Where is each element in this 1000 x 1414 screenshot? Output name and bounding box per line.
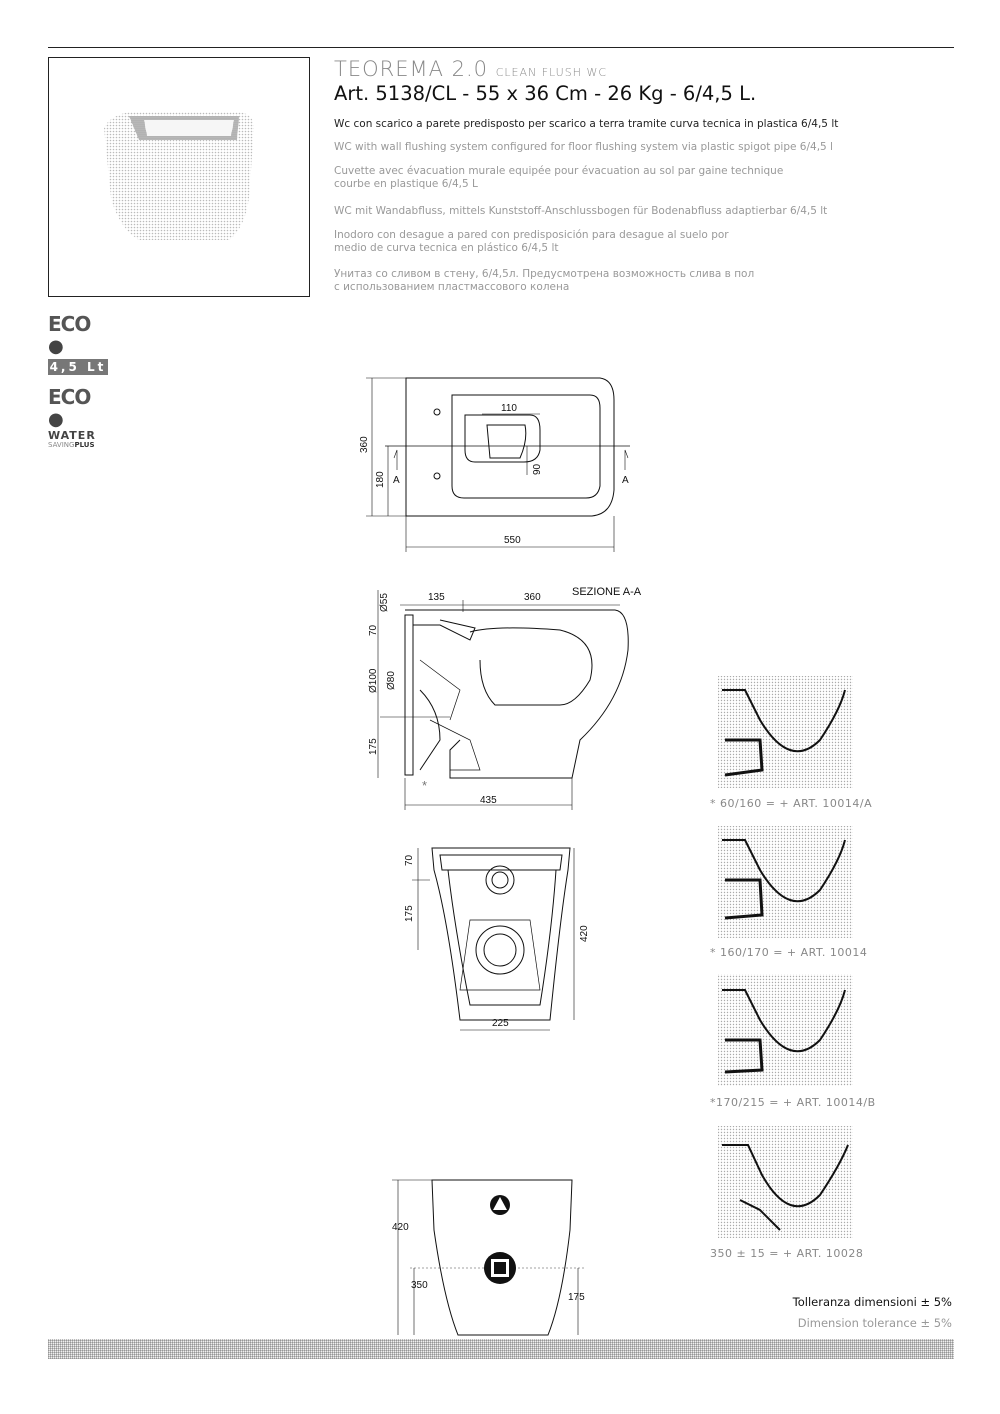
- description-de: WC mit Wandabfluss, mittels Kunststoff-Anschlussbogen für Bodenabfluss adaptierbar 6/4,5 lt: [334, 205, 828, 217]
- description-ru-1: Унитаз со сливом в стену, 6/4,5л. Предусмотрена возможность слива в пол: [334, 268, 755, 280]
- connector-thumb-2: [718, 826, 853, 938]
- eco-label-2: ECO: [48, 385, 91, 409]
- dim-70-section: 70: [368, 624, 379, 636]
- connector-caption-2: * 160/170 = + ART. 10014: [710, 946, 868, 959]
- connector-caption-3: *170/215 = + ART. 10014/B: [710, 1096, 876, 1109]
- section-arrow-right: [625, 450, 628, 470]
- connector-thumb-4: [718, 1126, 853, 1238]
- dim-100-section: Ø100: [368, 668, 379, 693]
- saving-label: SAVING: [48, 441, 75, 449]
- dim-175-rear: 175: [404, 905, 415, 922]
- dim-70-rear: 70: [404, 854, 415, 866]
- description-fr-1: Cuvette avec évacuation murale equipée pour évacuation au sol par gaine technique: [334, 165, 784, 177]
- section-inlet: [413, 620, 475, 640]
- description-fr-2: courbe en plastique 6/4,5 L: [334, 178, 478, 190]
- dim-55-section: Ø55: [379, 593, 390, 612]
- section-arrow-left: [394, 450, 397, 470]
- connector-caption-1: * 60/160 = + ART. 10014/A: [710, 797, 873, 810]
- rear-outlet-ring: [476, 926, 524, 974]
- dim-435-section: 435: [480, 795, 497, 806]
- article-line: Art. 5138/CL - 55 x 36 Cm - 26 Kg - 6/4,5 L.: [334, 82, 757, 105]
- dim-420-rear: 420: [579, 925, 590, 942]
- section-a-right: A: [622, 475, 629, 486]
- top-view-outline: [406, 378, 614, 516]
- dim-135-section: 135: [428, 592, 445, 603]
- dim-360-top: 360: [359, 436, 370, 453]
- section-outline: [405, 610, 628, 778]
- star-marker: *: [422, 778, 428, 793]
- top-view-drain: [465, 415, 540, 462]
- dim-550-top: 550: [504, 535, 521, 546]
- section-view: [378, 590, 628, 810]
- badge-4-5-lt: 4,5 Lt: [49, 360, 107, 374]
- dim-420-side: 420: [392, 1222, 409, 1233]
- dim-225-rear: 225: [492, 1018, 509, 1029]
- plus-label: PLUS: [74, 441, 95, 449]
- water-drop-icon: ●: [48, 336, 64, 357]
- product-subtitle: CLEAN FLUSH WC: [495, 66, 608, 79]
- connector-thumb-1: [718, 676, 853, 788]
- water-drop-icon-2: ●: [48, 409, 64, 430]
- description-ru-2: с использованием пластмассового колена: [334, 281, 570, 293]
- dim-90-top: 90: [532, 463, 543, 475]
- description-it: Wc con scarico a parete predisposto per scarico a terra tramite curva tecnica in plastica 6/4,5 lt: [334, 118, 839, 130]
- dim-175-section: 175: [368, 738, 379, 755]
- rear-inner: [448, 870, 556, 1005]
- top-view-fixing-hole-2: [434, 473, 440, 479]
- eco-label: ECO: [48, 312, 91, 336]
- top-view-bowl: [452, 395, 600, 498]
- dim-180-top: 180: [375, 471, 386, 488]
- section-label: SEZIONE A-A: [572, 586, 642, 598]
- dim-80-section: Ø80: [386, 671, 397, 690]
- dim-110-top: 110: [501, 403, 517, 414]
- top-view: [366, 378, 630, 552]
- water-label: WATER: [48, 429, 96, 442]
- tolerance-en: Dimension tolerance ± 5%: [797, 1316, 952, 1330]
- section-bowl: [470, 628, 592, 705]
- top-view-fixing-hole-1: [434, 409, 440, 415]
- top-view-hole: [487, 425, 526, 458]
- section-bend: [420, 690, 440, 770]
- dim-175-side: 175: [568, 1292, 585, 1303]
- dim-360-section: 360: [524, 592, 541, 603]
- footer-band: [48, 1339, 954, 1359]
- connector-caption-4: 350 ± 15 = + ART. 10028: [710, 1247, 864, 1260]
- rear-outlet-hole: [484, 934, 516, 966]
- section-a-left: A: [393, 475, 400, 486]
- connector-thumb-3: [718, 974, 853, 1086]
- tolerance-it: Tolleranza dimensioni ± 5%: [792, 1295, 952, 1309]
- section-wall-plate: [405, 615, 413, 775]
- description-es-1: Inodoro con desague a pared con predisposición para desague al suelo por: [334, 229, 729, 241]
- product-name: TEOREMA 2.0: [334, 57, 489, 81]
- description-en: WC with wall flushing system configured for floor flushing system via plastic spigot pipe 6/4,5 l: [334, 141, 833, 153]
- rear-top-band: [440, 855, 562, 870]
- dim-350-side: 350: [411, 1280, 428, 1291]
- rear-view: [412, 848, 574, 1030]
- description-es-2: medio de curva tecnica en plástico 6/4,5 lt: [334, 242, 559, 254]
- rear-inlet-hole: [492, 872, 508, 888]
